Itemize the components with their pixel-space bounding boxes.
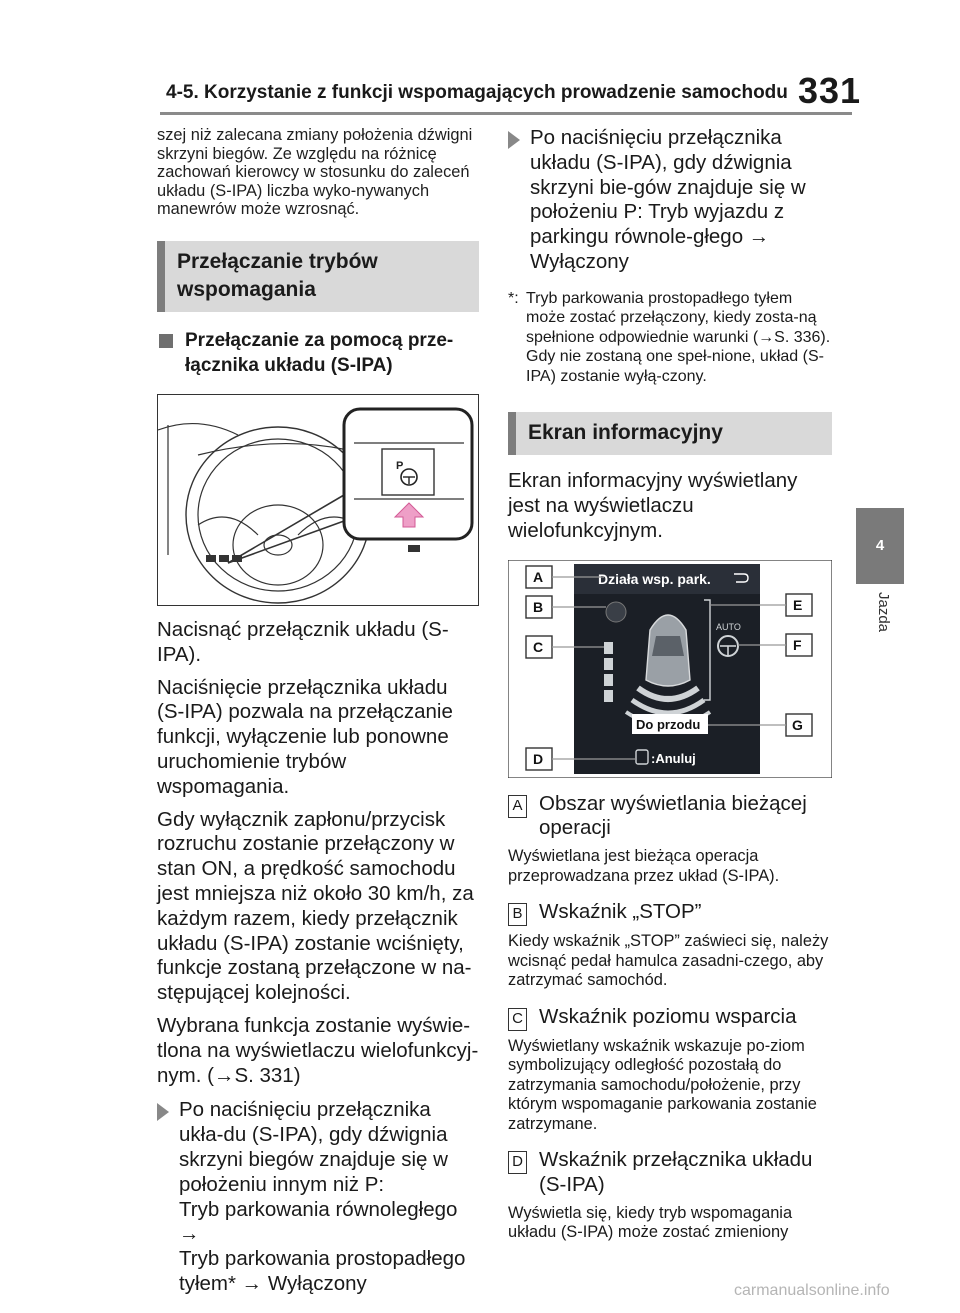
paragraph-press-switch: Nacisnąć przełącznik układu (S-IPA). <box>157 617 449 666</box>
watermark: carmanualsonline.info <box>734 1282 890 1299</box>
paragraph-info-screen: Ekran informacyjny wyświetlany jest na wyświetlaczu wielofunkcyjnym. <box>508 469 798 542</box>
header-rule <box>160 112 852 115</box>
section-heading-modes: Przełączanie trybów wspomagania <box>157 241 479 312</box>
chapter-label: Jazda <box>875 592 892 633</box>
dashboard-illustration <box>157 394 479 606</box>
callout-d: D <box>533 750 544 767</box>
item-desc: Wyświetlana jest bieżąca operacja przeprowadzana przez układ (S-IPA). <box>508 847 780 885</box>
intro-paragraph: szej niż zalecana zmiany położenia dźwigni skrzyni biegów. Ze względu na różnicę zachowań kierowcy w stosunku do zaleceń układu (S-IPA) liczba wyko-nywanych manewrów może wzrosnąć. <box>157 126 473 219</box>
chapter-tab: 4 <box>856 508 904 584</box>
paragraph-sequence: Gdy wyłącznik zapłonu/przycisk rozruchu zostanie przełączony w stan ON, a prędkość samochodu jest mniejsza niż około 30 km/h, za każdym razem, kiedy przełącznik układu (S-IPA) zostanie wciśnięty, funkcje zostaną przełączone w na-stępującej kolejności. <box>157 807 474 1005</box>
bullet-text: Po naciśnięciu przełącznika układu (S-IPA), gdy dźwignia skrzyni bie-gów znajduje się w położeniu P: Tryb wyjazdu z parkingu równole-głego → Wyłączony <box>530 126 806 273</box>
item-title: Wskaźnik poziomu wsparcia <box>539 1004 797 1028</box>
triangle-bullet-icon <box>157 1103 169 1121</box>
square-bullet-icon <box>159 334 173 348</box>
callout-b: B <box>533 598 544 615</box>
footnote-text: Tryb parkowania prostopadłego tyłem może zostać przełączony, kiedy zosta-ną spełnione odpowiednie warunki (→S. 336). Gdy nie zostaną one speł-nione, układ (S-IPA) zostanie wyłą-czony. <box>526 289 831 385</box>
item-title: Wskaźnik przełącznika układu (S-IPA) <box>539 1148 813 1197</box>
callout-e: E <box>793 596 803 613</box>
triangle-bullet-icon <box>508 131 520 149</box>
badge-d: D <box>508 1151 527 1174</box>
dashboard-drawing <box>158 395 479 606</box>
display-title: Działa wsp. park. <box>598 570 711 587</box>
display-illustration <box>508 560 832 778</box>
callout-g: G <box>792 716 803 733</box>
badge-c: C <box>508 1008 527 1031</box>
item-b <box>508 900 832 926</box>
paragraph-display: Wybrana funkcja zostanie wyświe-tlona na wyświetlaczu wielofunkcyj-nym. (→S. 331) <box>157 1013 479 1087</box>
footnote-mark: *: <box>508 289 519 307</box>
page-number: 331 <box>798 70 862 111</box>
bullet-text: Po naciśnięciu przełącznika ukła-du (S-IPA), gdy dźwignia skrzyni biegów znajduje się w położeniu innym niż P: Tryb parkowania równoległego → Tryb parkowania prostopadłego tyłem* → Wyłączony <box>179 1098 466 1295</box>
badge-a: A <box>508 795 527 818</box>
item-c <box>508 1005 832 1031</box>
callout-a: A <box>533 568 544 585</box>
subheading-switch <box>157 328 479 378</box>
item-title: Obszar wyświetlania bieżącej operacji <box>539 791 807 840</box>
cancel-label: :Anuluj <box>651 750 696 766</box>
item-desc: Wyświetlany wskaźnik wskazuje po-ziom symbolizujący odległość pozostałą do zatrzymania samochodu/położenie, przy którym wspomaganie parkowania zostanie zatrzymane. <box>508 1036 817 1133</box>
page-header <box>0 0 960 110</box>
left-column <box>157 126 479 1297</box>
callout-c: C <box>533 638 544 655</box>
bullet-not-p <box>157 1098 479 1296</box>
paragraph-switch-info: Naciśnięcie przełącznika układu (S-IPA) pozwala na przełączanie funkcji, wyłączenie lub ponowne uruchomienie trybów wspomagania. <box>157 675 453 798</box>
bullet-in-p <box>508 126 832 275</box>
callout-f: F <box>793 636 802 653</box>
item-desc: Kiedy wskaźnik „STOP” zaświeci się, należy wcisnąć pedał hamulca zasadni-czego, aby zatrzymać samochód. <box>508 932 829 990</box>
item-desc: Wyświetla się, kiedy tryb wspomagania układu (S-IPA) może zostać zmieniony <box>508 1203 793 1242</box>
header-title: 4-5. Korzystanie z funkcji wspomagających prowadzenie samochodu <box>166 82 788 103</box>
footnote <box>508 289 832 387</box>
direction-label: Do przodu <box>636 716 701 732</box>
auto-label: AUTO <box>716 621 741 632</box>
right-column <box>508 126 832 1243</box>
item-a <box>508 792 832 842</box>
item-title: Wskaźnik „STOP” <box>539 900 702 924</box>
section-heading-info-screen: Ekran informacyjny <box>508 412 832 455</box>
display-drawing <box>508 560 832 778</box>
button-letter: P <box>396 459 404 472</box>
badge-b: B <box>508 903 527 926</box>
item-d <box>508 1148 832 1198</box>
subheading-text: Przełączanie za pomocą prze-łącznika układu (S-IPA) <box>185 329 454 376</box>
